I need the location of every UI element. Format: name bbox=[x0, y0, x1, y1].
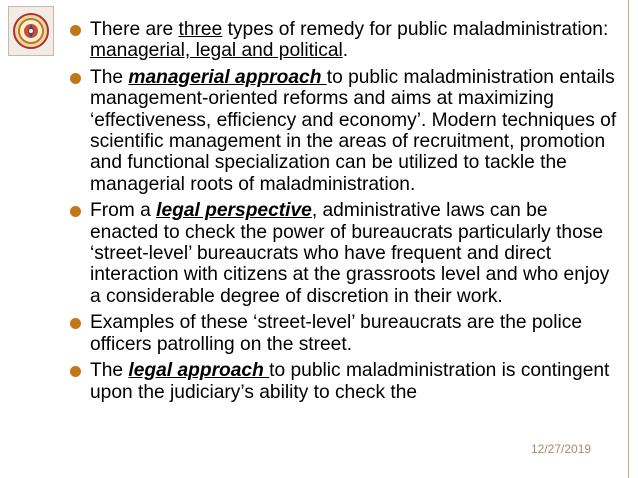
emphasis-three: three bbox=[178, 19, 223, 40]
text: types of remedy for public maladministration: bbox=[222, 19, 609, 40]
bullet-item-remedy-types bbox=[70, 19, 618, 62]
bullet-item-legal-perspective bbox=[70, 200, 618, 307]
slide-border bbox=[628, 0, 629, 478]
bullet-item-examples bbox=[70, 312, 618, 355]
emphasis-legal-perspective: legal perspective bbox=[156, 200, 312, 222]
text: . bbox=[342, 40, 349, 62]
bullet-item-legal-approach bbox=[70, 360, 618, 403]
bullet-item-managerial bbox=[70, 67, 618, 195]
text: From a bbox=[90, 200, 157, 222]
emphasis-remedy-list: managerial, legal and political bbox=[90, 40, 343, 62]
text: There are bbox=[90, 19, 179, 40]
text: The bbox=[90, 66, 129, 88]
text: The bbox=[90, 360, 129, 382]
emphasis-legal-approach: legal approach bbox=[128, 360, 270, 382]
text: to public maladministration entails management-oriented reforms and aims at maximizing ‘effectiveness, efficiency and economy’. Modern techniques of scientific management in the areas of recruitment, promotion and functional specialization can be utilized to tackle the managerial roots of maladministration. bbox=[90, 66, 617, 195]
text: to public maladministration is contingent upon the judiciary’s ability to check the bbox=[90, 360, 610, 403]
emphasis-managerial-approach: managerial approach bbox=[128, 66, 327, 88]
text: , administrative laws can be enacted to check the power of bureaucrats particularly those ‘street-level’ bureaucrats who have frequent and direct interaction with citizens at the grassroots level and who enjoy a considerable degree of discretion in their work. bbox=[90, 200, 610, 307]
institution-seal-icon bbox=[8, 6, 54, 56]
seal-graphic bbox=[12, 12, 50, 50]
bullet-list bbox=[70, 19, 618, 408]
slide-date: 12/27/2019 bbox=[531, 442, 592, 456]
text: Examples of these ‘street-level’ bureaucrats are the police officers patrolling on the street. bbox=[90, 312, 583, 355]
